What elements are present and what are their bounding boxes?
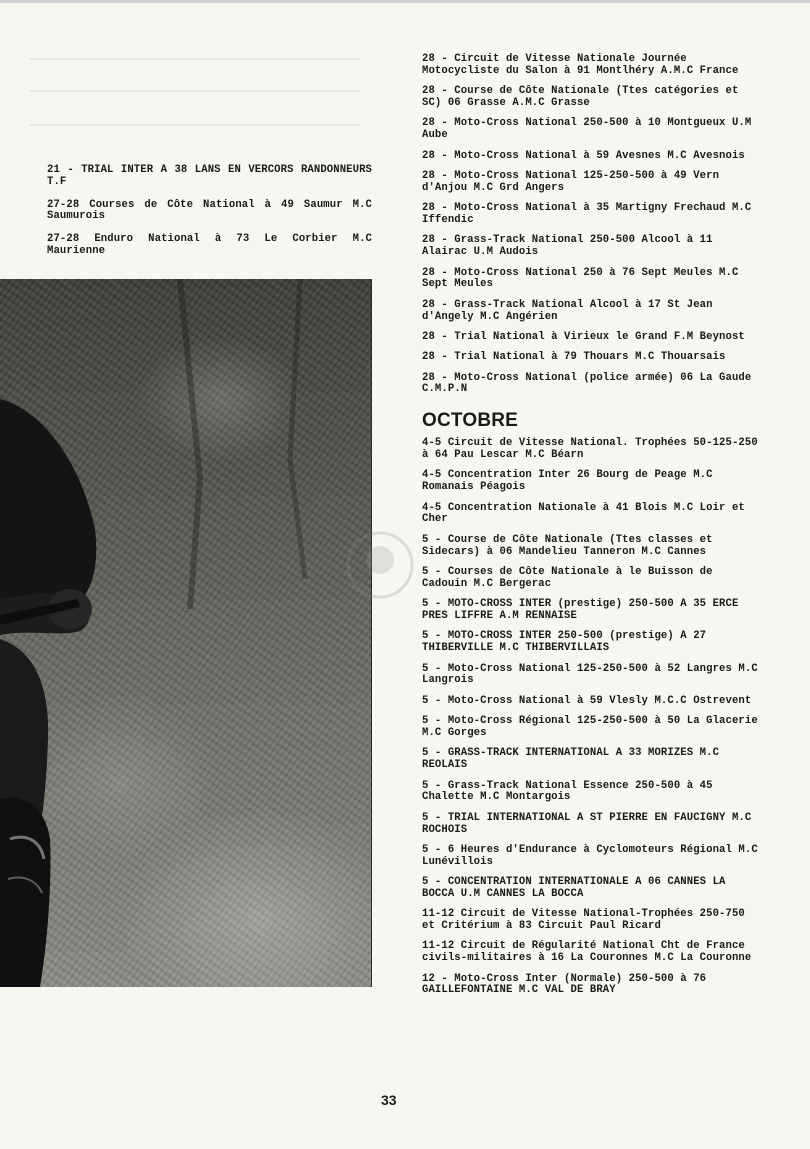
event-entry: 5 - TRIAL INTERNATIONAL A ST PIERRE EN FAUCIGNY M.C ROCHOIS — [422, 811, 752, 836]
event-entry: 28 - Moto-Cross National 250 à 76 Sept Meules M.C Sept Meules — [422, 266, 739, 291]
event-entry: 28 - Course de Côte Nationale (Ttes catégories et SC) 06 Grasse A.M.C Grasse — [422, 85, 739, 109]
bleed-through-line — [30, 124, 360, 126]
event-entry: 5 - MOTO-CROSS INTER 250-500 (prestige) A 27 THIBERVILLE M.C THIBERVILLAIS — [422, 630, 707, 655]
right-column — [422, 54, 762, 1006]
event-entry: 11-12 Circuit de Régularité National Cht de France civils-militaires à 16 La Couronnes M.C La Couronne — [422, 940, 752, 965]
bleed-through-line — [30, 90, 360, 92]
event-entry: 28 - Moto-Cross National 125-250-500 à 49 Vern d'Anjou M.C Grd Angers — [422, 169, 720, 194]
event-entry: 5 - MOTO-CROSS INTER (prestige) 250-500 A 35 ERCE PRES LIFFRE A.M RENNAISE — [422, 598, 739, 622]
event-entry: 5 - Moto-Cross National à 59 Vlesly M.C.C Ostrevent — [422, 694, 752, 707]
event-entry: 28 - Moto-Cross National 250-500 à 10 Montgueux U.M Aube — [422, 117, 752, 142]
event-entry: 5 - 6 Heures d'Endurance à Cyclomoteurs Régional M.C Lunévillois — [422, 843, 758, 868]
left-column — [47, 165, 372, 269]
event-entry: 28 - Trial National à 79 Thouars M.C Thouarsais — [422, 351, 726, 364]
event-entry: 5 - Moto-Cross Régional 125-250-500 à 50 La Glacerie M.C Gorges — [422, 715, 758, 739]
motocross-photo — [0, 279, 372, 987]
event-entry: 27-28 Enduro National à 73 Le Corbier M.C Maurienne — [47, 233, 372, 257]
event-entry: 12 - Moto-Cross Inter (Normale) 250-500 à 76 GAILLEFONTAINE M.C VAL DE BRAY — [422, 972, 707, 997]
event-entry: 5 - Course de Côte Nationale (Ttes classes et Sidecars) à 06 Mandelieu Tanneron M.C Cannes — [422, 533, 713, 558]
event-entry: 4-5 Concentration Nationale à 41 Blois M.C Loir et Cher — [422, 501, 745, 526]
event-entry: 27-28 Courses de Côte National à 49 Saumur M.C Saumurois — [47, 198, 372, 223]
event-entry: 5 - Courses de Côte Nationale à le Buisson de Cadouin M.C Bergerac — [422, 566, 713, 590]
event-entry: 28 - Moto-Cross National à 35 Martigny Frechaud M.C Iffendic — [422, 202, 752, 226]
event-entry: 5 - Moto-Cross National 125-250-500 à 52 Langres M.C Langrois — [422, 662, 758, 687]
page-number: 33 — [381, 1092, 397, 1108]
event-entry: 5 - Grass-Track National Essence 250-500 à 45 Chalette M.C Montargois — [422, 779, 713, 804]
event-entry: 28 - Circuit de Vitesse Nationale Journée Motocycliste du Salon à 91 Montlhéry A.M.C France — [422, 53, 739, 77]
watermark-stamp — [340, 520, 420, 610]
event-entry: 28 - Grass-Track National 250-500 Alcool à 11 Alairac U.M Audois — [422, 234, 713, 259]
event-entry: 28 - Grass-Track National Alcool à 17 St Jean d'Angely M.C Angérien — [422, 298, 713, 323]
event-entry: 28 - Moto-Cross National à 59 Avesnes M.C Avesnois — [422, 149, 745, 162]
event-entry: 28 - Moto-Cross National (police armée) 06 La Gaude C.M.P.N — [422, 371, 752, 396]
event-entry: 21 - TRIAL INTER A 38 LANS EN VERCORS RANDONNEURS T.F — [47, 164, 372, 188]
event-entry: 4-5 Concentration Inter 26 Bourg de Peage M.C Romanais Péagois — [422, 469, 713, 494]
top-rule — [0, 0, 810, 3]
event-entry: 11-12 Circuit de Vitesse National-Trophées 250-750 et Critérium à 83 Circuit Paul Ricard — [422, 908, 745, 933]
event-entry: 5 - CONCENTRATION INTERNATIONALE A 06 CANNES LA BOCCA U.M CANNES LA BOCCA — [422, 876, 726, 900]
rider-silhouette — [0, 279, 371, 987]
bleed-through-line — [30, 58, 360, 60]
event-entry: 4-5 Circuit de Vitesse National. Trophées 50-125-250 à 64 Pau Lescar M.C Béarn — [422, 437, 758, 462]
event-entry: 28 - Trial National à Virieux le Grand F.M Beynost — [422, 330, 745, 343]
event-entry: 5 - GRASS-TRACK INTERNATIONAL A 33 MORIZES M.C REOLAIS — [422, 747, 720, 772]
month-heading: OCTOBRE — [422, 410, 519, 432]
